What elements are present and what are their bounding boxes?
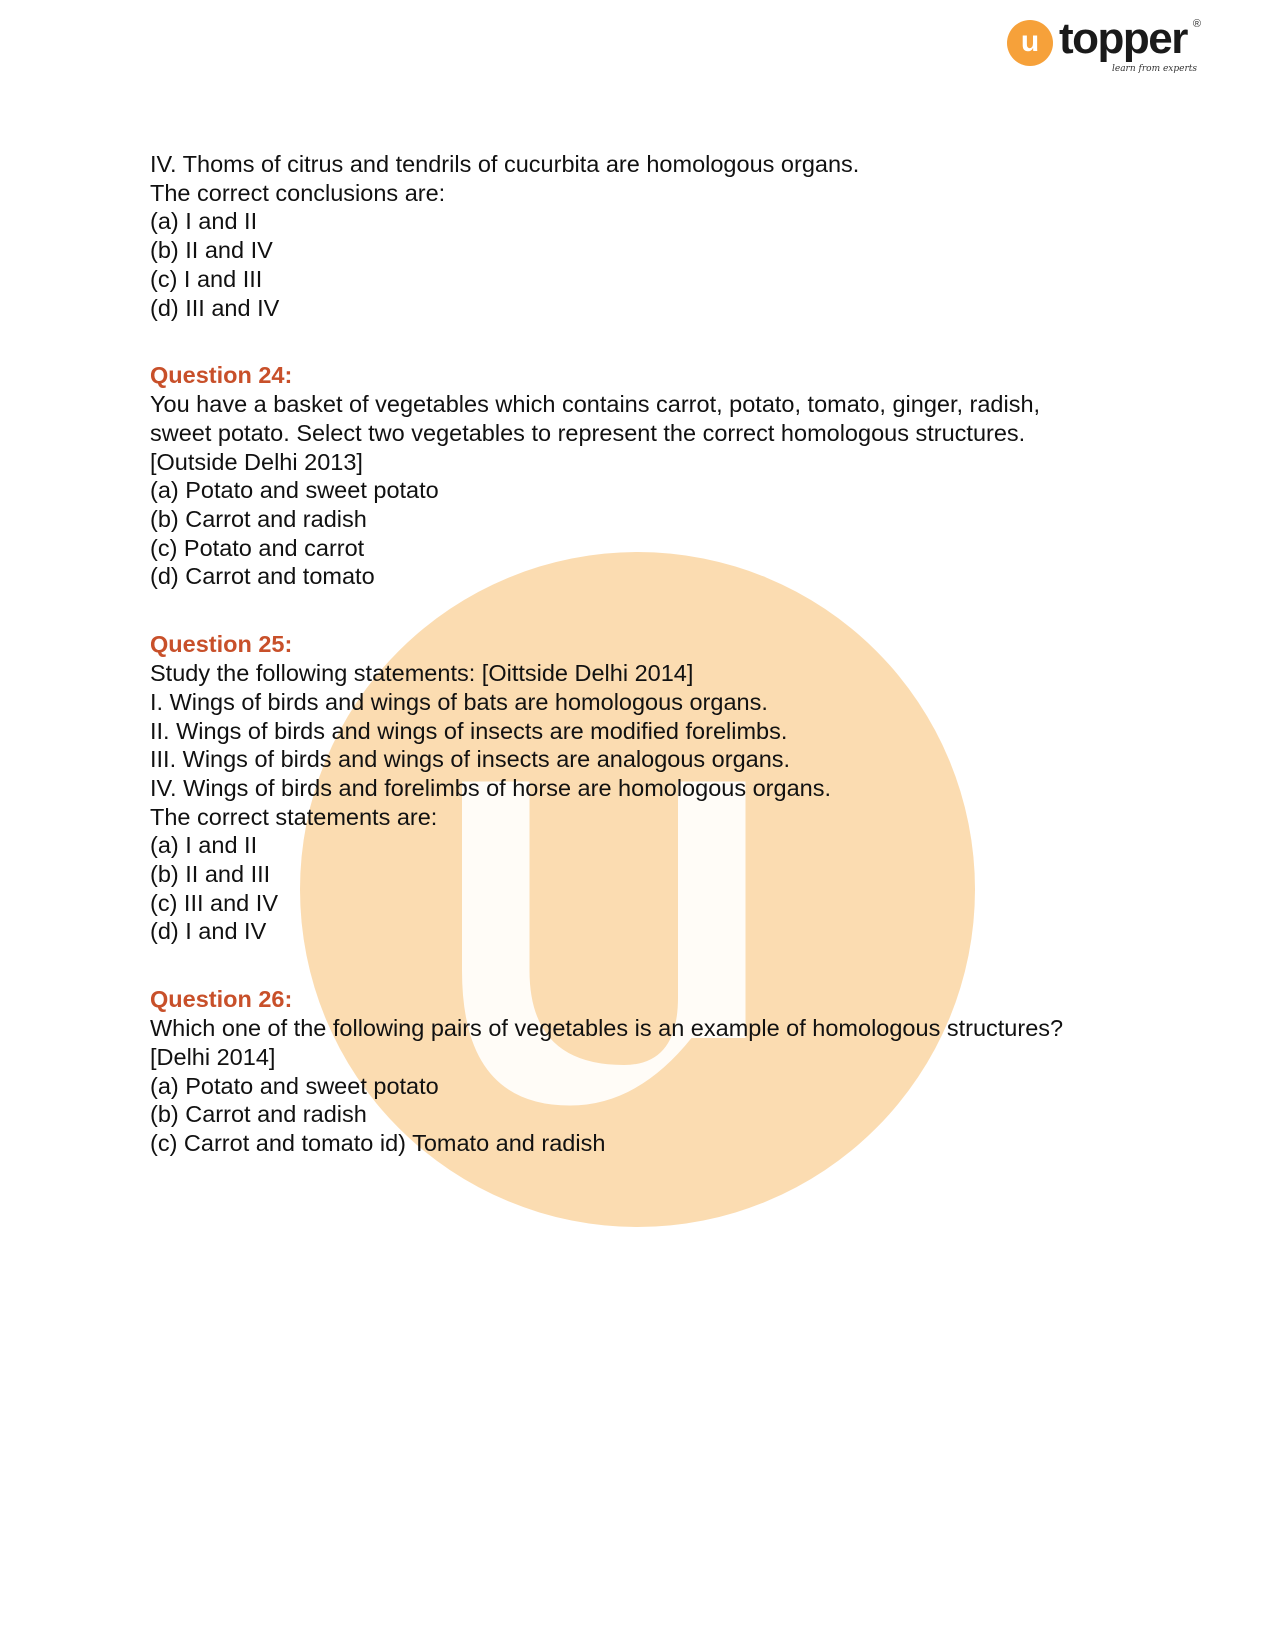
question-26 xyxy=(150,984,1150,1158)
statement-4: IV. Wings of birds and forelimbs of horse are homologous organs. xyxy=(150,774,831,801)
option-a: (a) Potato and sweet potato xyxy=(150,1072,439,1099)
registered-mark: ® xyxy=(1192,18,1201,30)
question-title: Question 26: xyxy=(150,986,293,1013)
question-24 xyxy=(150,360,1150,591)
statement-2: II. Wings of birds and wings of insects are modified forelimbs. xyxy=(150,717,788,744)
logo-wordmark: topper xyxy=(1059,14,1187,63)
document-body xyxy=(150,150,1150,1196)
question-prompt: The correct statements are: xyxy=(150,803,438,830)
continuation-block xyxy=(150,150,1150,322)
question-title: Question 25: xyxy=(150,631,293,658)
logo-mark-icon: u xyxy=(1007,20,1053,66)
option-d: (d) III and IV xyxy=(150,294,280,321)
option-b: (b) Carrot and radish xyxy=(150,506,367,533)
brand-logo xyxy=(1007,14,1201,80)
option-d: (d) I and IV xyxy=(150,918,267,945)
question-25 xyxy=(150,629,1150,946)
question-title: Question 24: xyxy=(150,362,293,389)
statement-3: III. Wings of birds and wings of insects are analogous organs. xyxy=(150,746,791,773)
option-a: (a) Potato and sweet potato xyxy=(150,477,439,504)
option-b: (b) Carrot and radish xyxy=(150,1101,367,1128)
option-c: (c) III and IV xyxy=(150,889,278,916)
option-c-d: (c) Carrot and tomato id) Tomato and radish xyxy=(150,1129,606,1156)
option-d: (d) Carrot and tomato xyxy=(150,563,375,590)
option-c: (c) I and III xyxy=(150,265,263,292)
option-b: (b) II and III xyxy=(150,861,271,888)
statement-1: I. Wings of birds and wings of bats are homologous organs. xyxy=(150,688,768,715)
option-b: (b) II and IV xyxy=(150,237,273,264)
text-line: IV. Thoms of citrus and tendrils of cucurbita are homologous organs. xyxy=(150,151,860,177)
text-line: The correct conclusions are: xyxy=(150,179,446,206)
question-source: [Outside Delhi 2013] xyxy=(150,448,363,475)
question-text: sweet potato. Select two vegetables to represent the correct homologous structures. xyxy=(150,419,1026,446)
option-c: (c) Potato and carrot xyxy=(150,534,365,561)
option-a: (a) I and II xyxy=(150,208,258,235)
logo-tagline: learn from experts xyxy=(1111,64,1197,74)
option-a: (a) I and II xyxy=(150,832,258,859)
question-text: Which one of the following pairs of vegetables is an example of homologous structures? xyxy=(150,1015,1064,1042)
question-text: You have a basket of vegetables which contains carrot, potato, tomato, ginger, radish, xyxy=(150,391,1041,418)
question-text: Study the following statements: [Oittside Delhi 2014] xyxy=(150,660,694,687)
question-source: [Delhi 2014] xyxy=(150,1043,276,1070)
